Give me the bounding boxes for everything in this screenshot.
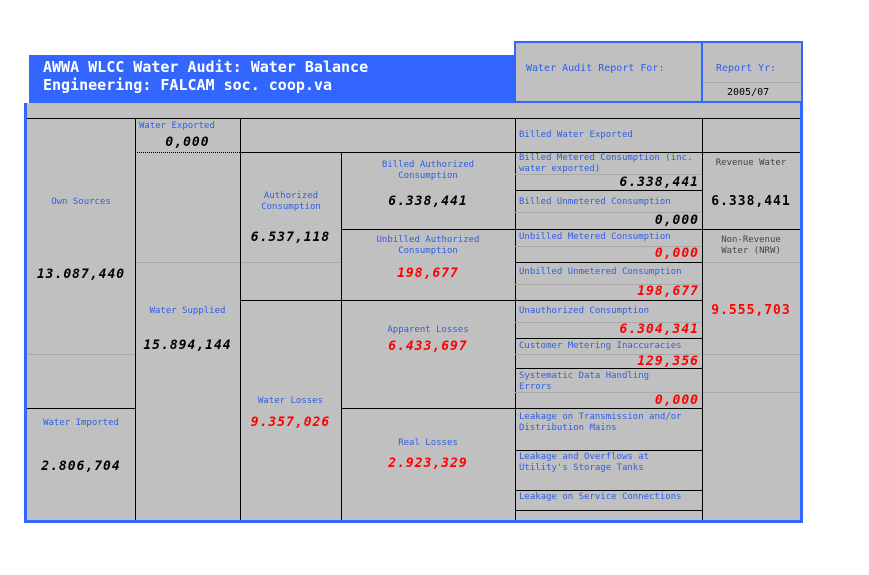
real-losses-label: Real Losses — [398, 438, 458, 448]
own-sources-value: 13.087,440 — [36, 267, 126, 282]
billed-unmetered-value: 0,000 — [654, 213, 699, 228]
water-imported-value: 2.806,704 — [41, 459, 121, 474]
apparent-losses-label: Apparent Losses — [387, 325, 469, 335]
header-title-line1: AWWA WLCC Water Audit: Water Balance — [43, 58, 369, 76]
unbilled-authorized-label: Unbilled Authorized Consumption — [376, 235, 480, 256]
systematic-errors-value: 0,000 — [654, 393, 699, 408]
metering-inaccuracies-value: 129,356 — [637, 354, 699, 369]
leakage-mains-label: Leakage on Transmission and/or Distribution Mains — [519, 412, 682, 433]
billed-authorized-value: 6.338,441 — [388, 194, 468, 209]
billed-authorized-label: Billed Authorized Consumption — [381, 160, 475, 181]
billed-unmetered-label: Billed Unmetered Consumption — [519, 197, 671, 207]
billed-metered-label: Billed Metered Consumption (inc. water exported) — [519, 153, 693, 174]
revenue-water-value: 6.338,441 — [711, 194, 791, 209]
own-sources-label: Own Sources — [51, 197, 111, 207]
water-supplied-value: 15.894,144 — [143, 338, 232, 353]
leakage-storage-label: Leakage and Overflows at Utility's Storage Tanks — [519, 452, 650, 473]
systematic-errors-label: Systematic Data Handling Errors — [519, 371, 650, 392]
water-imported-label: Water Imported — [43, 418, 119, 428]
header-title-line2: Engineering: FALCAM soc. coop.va — [43, 76, 332, 94]
water-supplied-label: Water Supplied — [149, 306, 226, 316]
water-losses-value: 9.357,026 — [250, 415, 331, 430]
unbilled-metered-value: 0,000 — [654, 246, 699, 261]
unbilled-unmetered-label: Unbilled Unmetered Consumption — [519, 267, 682, 277]
unauthorized-label: Unauthorized Consumption — [519, 306, 650, 316]
billed-water-exported-label: Billed Water Exported — [519, 130, 633, 140]
authorized-consumption-value: 6.537,118 — [250, 230, 331, 245]
real-losses-value: 2.923,329 — [388, 456, 468, 471]
non-revenue-water-value: 9.555,703 — [711, 303, 791, 318]
apparent-losses-value: 6.433,697 — [388, 339, 468, 354]
leakage-service-label: Leakage on Service Connections — [519, 492, 682, 502]
unbilled-metered-label: Unbilled Metered Consumption — [519, 232, 671, 242]
report-for-label: Water Audit Report For: — [526, 63, 665, 74]
non-revenue-water-label: Non-Revenue Water (NRW) — [721, 235, 781, 256]
unbilled-authorized-value: 198,677 — [397, 266, 459, 281]
billed-metered-value: 6.338,441 — [619, 175, 699, 190]
metering-inaccuracies-label: Customer Metering Inaccuracies — [519, 341, 682, 351]
water-exported-label: Water Exported — [139, 121, 215, 131]
water-exported-value: 0,000 — [165, 135, 210, 150]
unbilled-unmetered-value: 198,677 — [637, 284, 699, 299]
report-yr-label: Report Yr: — [716, 63, 777, 74]
revenue-water-label: Revenue Water — [715, 158, 787, 168]
unauthorized-value: 6.304,341 — [619, 322, 699, 337]
water-losses-label: Water Losses — [257, 396, 324, 406]
authorized-consumption-label: Authorized Consumption — [261, 191, 321, 212]
report-yr-value: 2005/07 — [727, 87, 770, 98]
